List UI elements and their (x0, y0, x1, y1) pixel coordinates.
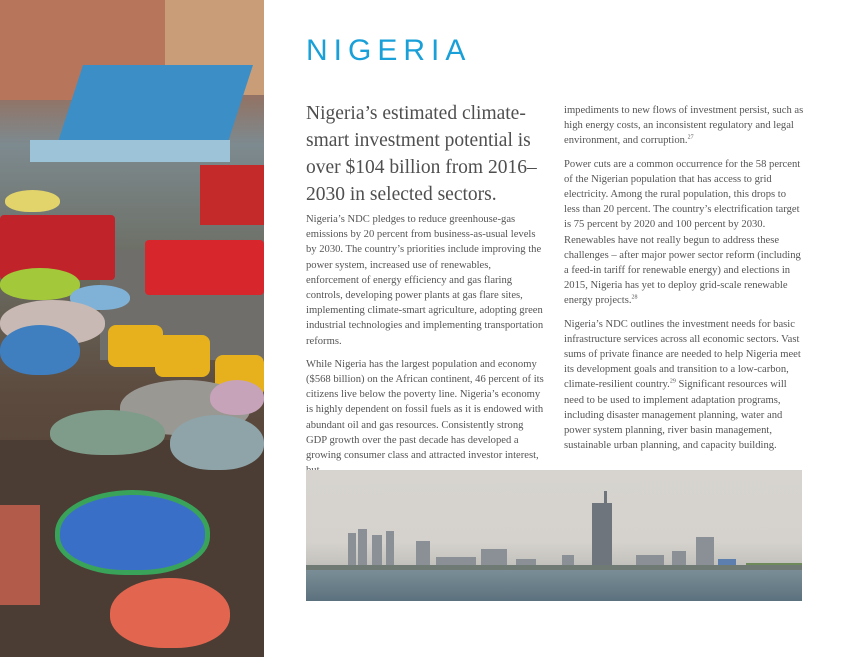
umbrella (210, 380, 264, 415)
lagoon-water (306, 570, 802, 601)
footnote-ref: 28 (631, 294, 638, 301)
body-paragraph: Power cuts are a common occurrence for the 58 percent of the Nigerian population that has access to grid electricity. Among the rural population, this drops to less than 20 percent. The country’s electrification target is 75 percent by 2020 and 100 percent by 2030. Renewables have not really begun to address these challenges – after major power sector reform (including a feed-in tariff for renewable energy) and elections in 2015, Nigeria has yet to deploy grid-scale renewable energy projects.$^{28}$ (564, 158, 801, 307)
blue-roof (57, 65, 253, 145)
body-paragraph: While Nigeria has the largest population and economy ($568 billion) on the African continent, 46 percent of its citizens live below the poverty line. Nigeria’s economy is highly dependent on fossil fuels as it is endowed with abundant oil and gas resources. Consistently strong GDP growth over the past decade has developed a growing consumer class and attracted investor interest, (306, 358, 544, 462)
umbrella (110, 578, 230, 648)
lead-statement: Nigeria’s estimated climate-smart investment potential is over $104 billion from 2016–2030 in selected sectors. (306, 103, 537, 205)
umbrella (170, 415, 264, 470)
body-paragraph: impediments to new flows of investment persist, such as high energy costs, an inconsistent regulatory and legal environment, and corruption.$^{27}$ (564, 105, 804, 147)
umbrella (0, 268, 80, 300)
umbrella (55, 490, 210, 575)
tower-spire (604, 491, 607, 571)
body-column-right (564, 103, 804, 461)
body-column-left (306, 212, 546, 486)
body-paragraph: Nigeria’s NDC pledges to reduce greenhouse-gas emissions by 20 percent from business-as-usual levels by 2030. The country’s priorities include improving the power system, increased use of renewables, enforcement of energy efficiency and gas flaring controls, developing power plants at gas flare sites, implementing climate-smart agriculture, adopting green industrial technologies and implementing transportation reforms. (306, 214, 544, 347)
market-photo (0, 0, 264, 657)
tricycle (155, 335, 210, 377)
skyline-photo (306, 470, 802, 601)
umbrella (50, 410, 165, 455)
bus (145, 240, 264, 295)
awning (30, 140, 230, 162)
tall-tower (592, 503, 612, 571)
bus (200, 165, 264, 225)
body-paragraph: Nigeria’s NDC outlines the investment needs for basic infrastructure services across all economic sectors. Vast sums of private finance are needed to help Nigeria meet its development goals and transition to a low-carbon, climate-resilient country.$^{29}$ Significant resources will need to be used to implement adaptation programs, including disaster management planning, water and power system planning, river basin management, sustainable urban planning, and capacity building. (564, 318, 801, 452)
stall (0, 505, 40, 605)
footnote-ref: 29 (669, 378, 676, 385)
umbrella (0, 325, 80, 375)
umbrella (5, 190, 60, 212)
footnote-ref: 27 (687, 134, 694, 141)
page-title: NIGERIA (306, 34, 472, 67)
